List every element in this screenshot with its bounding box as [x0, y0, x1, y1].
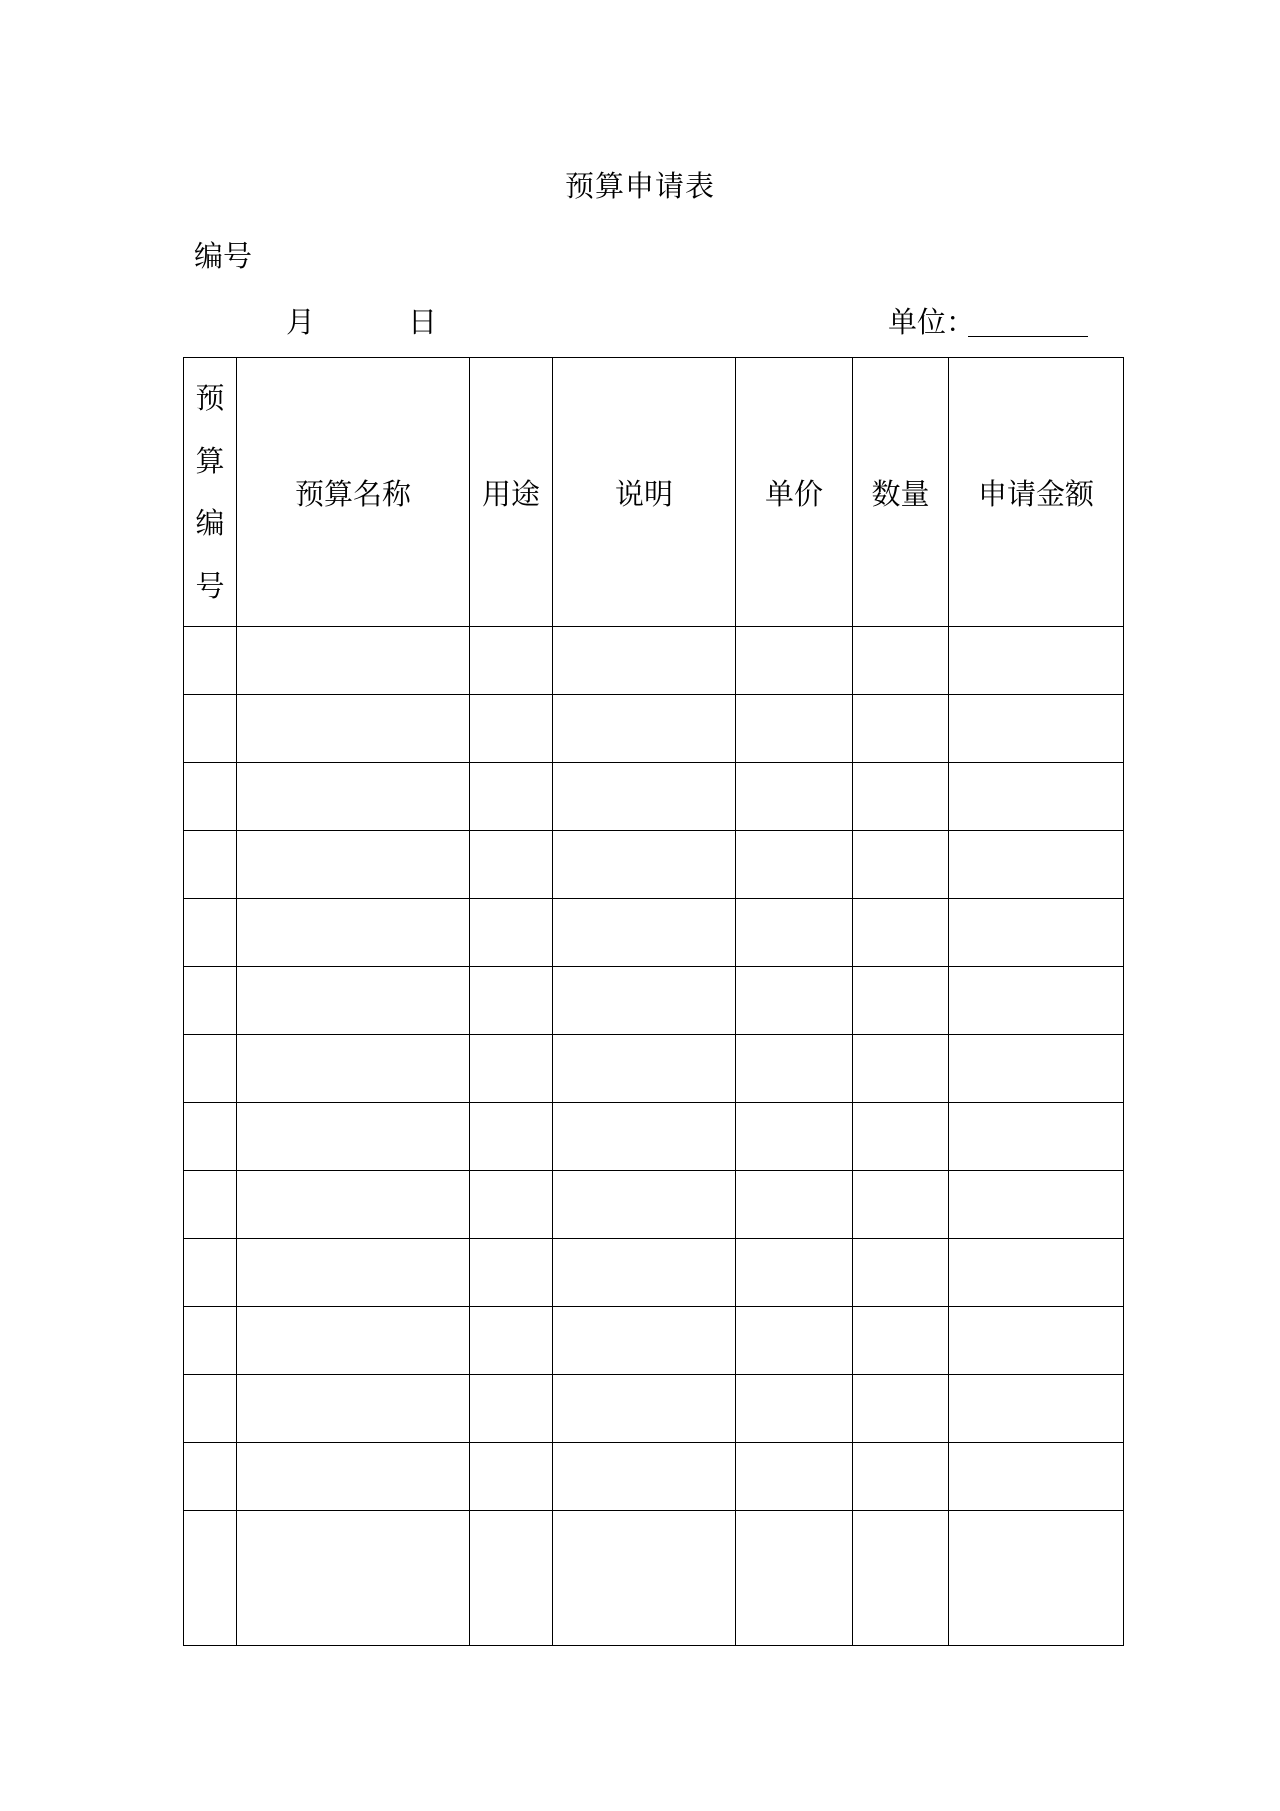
cell-unit-price[interactable]	[736, 899, 853, 967]
cell-budget-number[interactable]	[184, 1307, 237, 1375]
cell-quantity[interactable]	[853, 1307, 949, 1375]
table-row	[184, 967, 1124, 1035]
cell-purpose[interactable]	[470, 1375, 553, 1443]
table-row	[184, 1375, 1124, 1443]
cell-unit-price[interactable]	[736, 1171, 853, 1239]
cell-budget-name[interactable]	[237, 1239, 470, 1307]
cell-requested-amount[interactable]	[949, 763, 1124, 831]
cell-quantity[interactable]	[853, 831, 949, 899]
cell-quantity[interactable]	[853, 1511, 949, 1646]
cell-quantity[interactable]	[853, 763, 949, 831]
budget-table	[183, 357, 1124, 1646]
date-month-label: 月	[286, 305, 316, 339]
cell-description[interactable]	[553, 967, 736, 1035]
cell-requested-amount[interactable]	[949, 1511, 1124, 1646]
cell-budget-number[interactable]	[184, 899, 237, 967]
header-budget-number	[184, 358, 237, 627]
cell-unit-price[interactable]	[736, 627, 853, 695]
header-budget-number-char: 算	[195, 443, 225, 478]
cell-budget-number[interactable]	[184, 1171, 237, 1239]
cell-purpose[interactable]	[470, 1035, 553, 1103]
cell-purpose[interactable]	[470, 967, 553, 1035]
cell-budget-name[interactable]	[237, 1307, 470, 1375]
cell-quantity[interactable]	[853, 1239, 949, 1307]
cell-purpose[interactable]	[470, 1239, 553, 1307]
cell-quantity[interactable]	[853, 695, 949, 763]
table-header-row	[184, 358, 1124, 627]
cell-budget-number[interactable]	[184, 967, 237, 1035]
cell-budget-name[interactable]	[237, 967, 470, 1035]
cell-budget-name[interactable]	[237, 1375, 470, 1443]
cell-requested-amount[interactable]	[949, 1307, 1124, 1375]
cell-requested-amount[interactable]	[949, 695, 1124, 763]
cell-description[interactable]	[553, 1035, 736, 1103]
table-row	[184, 627, 1124, 695]
cell-budget-name[interactable]	[237, 695, 470, 763]
unit-blank-line	[968, 336, 1088, 337]
cell-purpose[interactable]	[470, 1171, 553, 1239]
cell-description[interactable]	[553, 1307, 736, 1375]
cell-purpose[interactable]	[470, 1307, 553, 1375]
cell-unit-price[interactable]	[736, 1511, 853, 1646]
cell-budget-number[interactable]	[184, 1443, 237, 1511]
header-budget-number-char: 号	[195, 568, 225, 603]
header-budget-number-char: 预	[195, 381, 225, 415]
cell-quantity[interactable]	[853, 967, 949, 1035]
cell-purpose[interactable]	[470, 899, 553, 967]
table-row	[184, 1307, 1124, 1375]
cell-budget-number[interactable]	[184, 1035, 237, 1103]
cell-requested-amount[interactable]	[949, 967, 1124, 1035]
cell-requested-amount[interactable]	[949, 1375, 1124, 1443]
header-quantity: 数量	[853, 358, 949, 627]
cell-budget-name[interactable]	[237, 1103, 470, 1171]
cell-requested-amount[interactable]	[949, 1103, 1124, 1171]
cell-description[interactable]	[553, 899, 736, 967]
cell-quantity[interactable]	[853, 1171, 949, 1239]
header-budget-name: 预算名称	[237, 358, 470, 627]
cell-unit-price[interactable]	[736, 1375, 853, 1443]
cell-budget-name[interactable]	[237, 1171, 470, 1239]
table-row	[184, 1103, 1124, 1171]
cell-budget-number[interactable]	[184, 695, 237, 763]
cell-budget-name[interactable]	[237, 831, 470, 899]
cell-purpose[interactable]	[470, 763, 553, 831]
header-description: 说明	[553, 358, 736, 627]
cell-requested-amount[interactable]	[949, 627, 1124, 695]
table-row	[184, 831, 1124, 899]
cell-unit-price[interactable]	[736, 1103, 853, 1171]
cell-budget-number[interactable]	[184, 1511, 237, 1646]
cell-requested-amount[interactable]	[949, 899, 1124, 967]
cell-budget-number[interactable]	[184, 1239, 237, 1307]
cell-unit-price[interactable]	[736, 831, 853, 899]
cell-description[interactable]	[553, 1375, 736, 1443]
cell-quantity[interactable]	[853, 1375, 949, 1443]
table-body	[184, 627, 1124, 1646]
cell-purpose[interactable]	[470, 1443, 553, 1511]
header-requested-amount: 申请金额	[949, 358, 1124, 627]
cell-description[interactable]	[553, 1511, 736, 1646]
cell-budget-number[interactable]	[184, 1103, 237, 1171]
cell-unit-price[interactable]	[736, 1307, 853, 1375]
serial-number-label: 编号	[194, 239, 253, 273]
cell-unit-price[interactable]	[736, 1239, 853, 1307]
date-day-label: 日	[408, 305, 438, 339]
cell-purpose[interactable]	[470, 831, 553, 899]
table-row	[184, 1443, 1124, 1511]
cell-description[interactable]	[553, 1171, 736, 1239]
cell-budget-name[interactable]	[237, 1035, 470, 1103]
cell-budget-number[interactable]	[184, 763, 237, 831]
cell-budget-name[interactable]	[237, 1511, 470, 1646]
cell-quantity[interactable]	[853, 1035, 949, 1103]
cell-budget-number[interactable]	[184, 1375, 237, 1443]
cell-purpose[interactable]	[470, 1511, 553, 1646]
table-row	[184, 1511, 1124, 1646]
cell-requested-amount[interactable]	[949, 1171, 1124, 1239]
cell-purpose[interactable]	[470, 695, 553, 763]
cell-budget-number[interactable]	[184, 627, 237, 695]
cell-description[interactable]	[553, 763, 736, 831]
header-budget-number-char: 编	[195, 506, 225, 541]
cell-budget-name[interactable]	[237, 1443, 470, 1511]
cell-budget-name[interactable]	[237, 763, 470, 831]
cell-description[interactable]	[553, 627, 736, 695]
table-row	[184, 899, 1124, 967]
cell-budget-name[interactable]	[237, 627, 470, 695]
cell-requested-amount[interactable]	[949, 831, 1124, 899]
table-row	[184, 1239, 1124, 1307]
cell-quantity[interactable]	[853, 627, 949, 695]
cell-budget-name[interactable]	[237, 899, 470, 967]
page-title: 预算申请表	[564, 169, 715, 203]
cell-requested-amount[interactable]	[949, 1035, 1124, 1103]
cell-budget-number[interactable]	[184, 831, 237, 899]
table-row	[184, 1035, 1124, 1103]
cell-unit-price[interactable]	[736, 1035, 853, 1103]
cell-quantity[interactable]	[853, 1443, 949, 1511]
cell-description[interactable]	[553, 1103, 736, 1171]
cell-purpose[interactable]	[470, 1103, 553, 1171]
cell-unit-price[interactable]	[736, 695, 853, 763]
table-row	[184, 695, 1124, 763]
cell-requested-amount[interactable]	[949, 1239, 1124, 1307]
table-row	[184, 1171, 1124, 1239]
table-row	[184, 763, 1124, 831]
cell-description[interactable]	[553, 1239, 736, 1307]
unit-label: 单位：	[888, 305, 976, 339]
cell-quantity[interactable]	[853, 899, 949, 967]
header-purpose: 用途	[470, 358, 553, 627]
cell-unit-price[interactable]	[736, 763, 853, 831]
cell-quantity[interactable]	[853, 1103, 949, 1171]
header-unit-price: 单价	[736, 358, 853, 627]
cell-unit-price[interactable]	[736, 1443, 853, 1511]
cell-unit-price[interactable]	[736, 967, 853, 1035]
cell-purpose[interactable]	[470, 627, 553, 695]
cell-description[interactable]	[553, 1443, 736, 1511]
cell-description[interactable]	[553, 695, 736, 763]
cell-description[interactable]	[553, 831, 736, 899]
cell-requested-amount[interactable]	[949, 1443, 1124, 1511]
